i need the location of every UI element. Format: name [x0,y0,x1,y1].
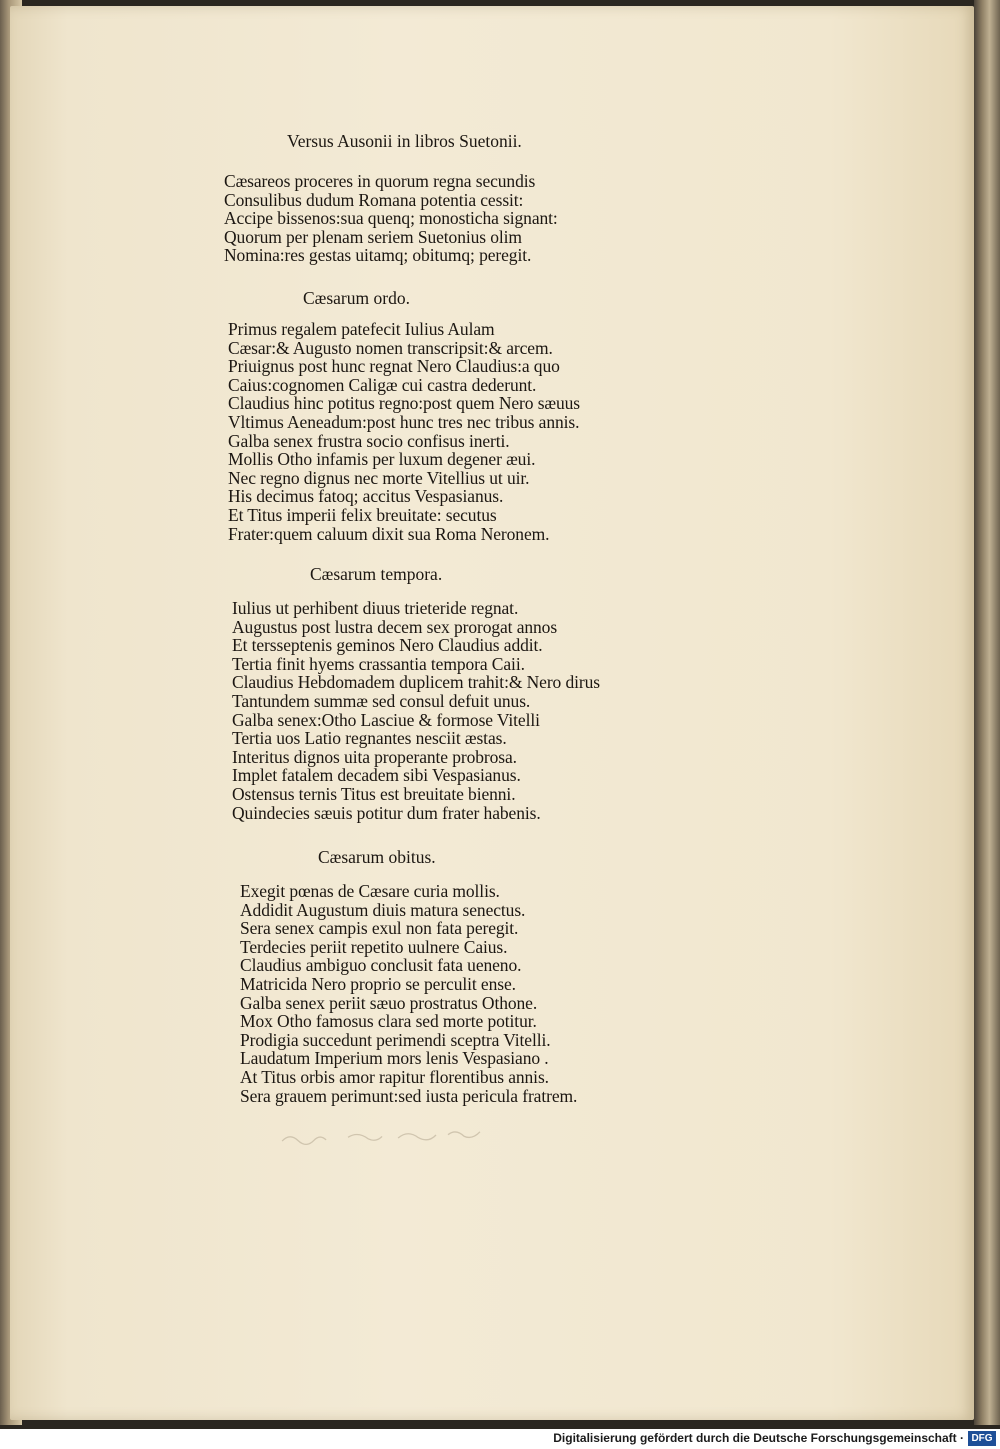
text-line: Laudatum Imperium mors lenis Vespasiano . [240,1048,549,1069]
handwriting-scribble-icon [278,1121,518,1149]
text-line: Et Titus imperii felix breuitate: secutus [228,504,497,525]
text-line: Priuignus post hunc regnat Nero Claudius:a quo [228,356,560,377]
footer-credit: Digitalisierung gefördert durch die Deutsche Forschungsgemeinschaft · [553,1431,964,1445]
section-heading: Cæsarum tempora. [310,564,443,584]
text-line: Claudius hinc potitus regno:post quem Nero sæuus [228,393,580,414]
text-line: Vltimus Aeneadum:post hunc tres nec tribus annis. [228,411,580,432]
text-line: Caius:cognomen Caligæ cui castra dederunt. [228,374,537,395]
text-line: Galba senex frustra socio confisus inerti. [228,430,510,451]
text-line: Sera senex campis exul non fata peregit. [240,918,519,939]
text-line: His decimus fatoq; accitus Vespasianus. [228,486,504,507]
text-line: Galba senex periit sæuo prostratus Othone. [240,992,538,1013]
text-line: Cæsareos proceres in quorum regna secundis [224,171,536,191]
text-line: Frater:quem caluum dixit sua Roma Neronem. [228,523,550,544]
text-line: Tantundem summæ sed consul defuit unus. [232,690,531,711]
digitization-footer [0,1429,1000,1449]
text-line: Tertia finit hyems crassantia tempora Caii. [232,653,525,674]
page-title: Versus Ausonii in libros Suetonii. [287,131,522,151]
text-line: Prodigia succedunt perimendi sceptra Vitelli. [240,1029,551,1050]
section-ordo [228,320,580,543]
text-line: Ostensus ternis Titus est breuitate bienni. [232,783,516,804]
text-line: Quindecies sæuis potitur dum frater habenis. [232,802,541,823]
text-line: Interitus dignos uita properante probrosa. [232,746,517,767]
faded-handwriting [278,1121,518,1149]
text-line: Implet fatalem decadem sibi Vespasianus. [232,765,521,786]
text-line: Terdecies periit repetito uulnere Caius. [240,936,508,957]
text-line: Et tersseptenis geminos Nero Claudius addit. [232,635,543,656]
dfg-logo-icon: DFG [968,1431,996,1446]
text-line: Primus regalem patefecit Iulius Aulam [228,319,495,339]
text-line: Mox Otho famosus clara sed morte potitur. [240,1011,537,1032]
book-edge-right [974,0,1000,1425]
text-line: At Titus orbis amor rapitur florentibus annis. [240,1066,549,1087]
text-line: Accipe bissenos:sua quenq; monosticha signant: [224,208,558,229]
text-line: Augustus post lustra decem sex prorogat annos [232,616,558,637]
text-line: Nomina:res gestas uitamq; obitumq; peregit. [224,245,532,266]
text-line: Consulibus dudum Romana potentia cessit: [224,189,524,210]
text-line: Nec regno dignus nec morte Vitellius ut uir. [228,467,530,488]
section-heading: Cæsarum obitus. [318,847,436,867]
text-line: Claudius ambiguo conclusit fata ueneno. [240,955,522,976]
text-line: Addidit Augustum diuis matura senectus. [240,899,526,920]
text-line: Galba senex:Otho Lasciue & formose Vitelli [232,709,540,730]
text-line: Mollis Otho infamis per luxum degener æui. [228,449,536,470]
text-line: Claudius Hebdomadem duplicem trahit:& Nero dirus [232,672,600,693]
text-line: Iulius ut perhibent diuus trieteride regnat. [232,598,519,618]
section-heading: Cæsarum ordo. [303,288,410,308]
intro-block [224,172,558,265]
section-tempora [232,599,600,822]
book-page [10,6,974,1420]
text-line: Exegit pœnas de Cæsare curia mollis. [240,881,500,901]
text-line: Sera grauem perimunt:sed iusta pericula fratrem. [240,1085,578,1106]
text-line: Cæsar:& Augusto nomen transcripsit:& arcem. [228,337,553,358]
text-line: Quorum per plenam seriem Suetonius olim [224,226,522,247]
text-line: Tertia uos Latio regnantes nesciit æstas. [232,728,507,749]
text-line: Matricida Nero proprio se perculit ense. [240,973,516,994]
section-obitus [240,882,577,1105]
